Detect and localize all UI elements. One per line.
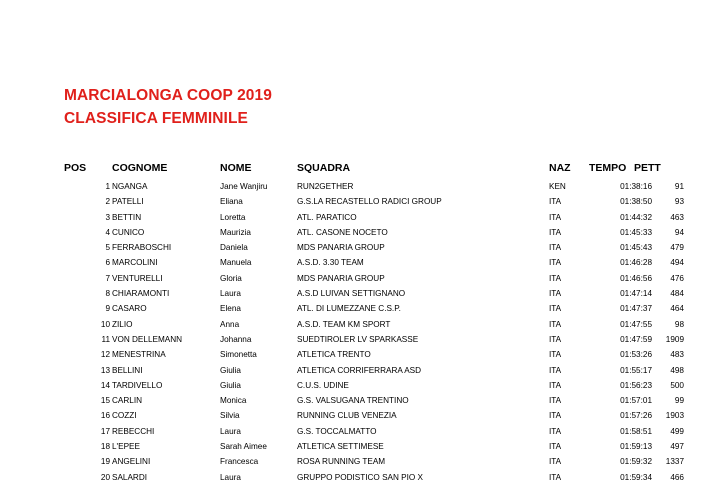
- cell-cognome: BETTIN: [112, 212, 142, 222]
- cell-nome: Monica: [220, 396, 247, 406]
- cell-cognome: ANGELINI: [112, 457, 151, 467]
- cell-nome: Sarah Aimee: [220, 442, 267, 452]
- cell-naz: ITA: [549, 442, 562, 452]
- cell-nome: Johanna: [220, 334, 252, 344]
- table-row: [0, 271, 724, 286]
- cell-pos: 13: [100, 365, 110, 375]
- cell-squadra: G.S. TOCCALMATTO: [297, 426, 377, 436]
- table-row: [0, 439, 724, 454]
- cell-squadra: MDS PANARIA GROUP: [297, 243, 385, 253]
- cell-nome: Eliana: [220, 197, 243, 207]
- cell-naz: ITA: [549, 365, 562, 375]
- cell-nome: Elena: [220, 304, 241, 314]
- cell-naz: ITA: [549, 350, 562, 360]
- cell-naz: ITA: [549, 396, 562, 406]
- cell-tempo: 01:47:37: [620, 304, 652, 314]
- cell-nome: Manuela: [220, 258, 252, 268]
- table-row: [0, 317, 724, 332]
- cell-tempo: 01:59:34: [620, 472, 652, 482]
- cell-pos: 20: [100, 472, 110, 482]
- page-subtitle: CLASSIFICA FEMMINILE: [64, 110, 248, 127]
- table-row: [0, 363, 724, 378]
- cell-naz: KEN: [549, 182, 566, 191]
- cell-cognome: L'EPEE: [112, 442, 140, 452]
- cell-pett: 99: [674, 396, 684, 406]
- cell-cognome: NGANGA: [112, 182, 148, 191]
- table-row: [0, 301, 724, 316]
- cell-squadra: ROSA RUNNING TEAM: [297, 457, 386, 467]
- cell-tempo: 01:47:59: [620, 334, 652, 344]
- cell-cognome: CUNICO: [112, 227, 145, 237]
- cell-cognome: ZILIO: [112, 319, 133, 329]
- cell-pett: 494: [670, 258, 684, 268]
- cell-pos: 6: [105, 258, 110, 268]
- cell-tempo: 01:46:28: [620, 258, 652, 268]
- cell-tempo: 01:45:43: [620, 243, 652, 253]
- cell-nome: Silvia: [220, 411, 240, 421]
- table-row: [0, 179, 724, 194]
- cell-pos: 3: [105, 212, 110, 222]
- cell-squadra: ATLETICA TRENTO: [297, 350, 371, 360]
- cell-nome: Maurizia: [220, 227, 251, 237]
- cell-tempo: 01:59:13: [620, 442, 652, 452]
- cell-cognome: BELLINI: [112, 365, 143, 375]
- cell-pett: 1909: [665, 334, 684, 344]
- table-row: [0, 424, 724, 439]
- cell-naz: ITA: [549, 273, 562, 283]
- cell-tempo: 01:55:17: [620, 365, 652, 375]
- cell-pos: 1: [105, 182, 110, 191]
- cell-pett: 476: [670, 273, 684, 283]
- cell-pett: 497: [670, 442, 684, 452]
- cell-naz: ITA: [549, 243, 562, 253]
- cell-tempo: 01:47:14: [620, 289, 652, 299]
- cell-pett: 1903: [665, 411, 684, 421]
- cell-pos: 9: [105, 304, 110, 314]
- cell-nome: Jane Wanjiru: [220, 182, 268, 191]
- cell-squadra: GRUPPO PODISTICO SAN PIO X: [297, 472, 424, 482]
- cell-pos: 2: [105, 197, 110, 207]
- header-cognome: COGNOME: [112, 162, 168, 174]
- cell-squadra: G.S. VALSUGANA TRENTINO: [297, 396, 409, 406]
- header-tempo: TEMPO: [589, 162, 627, 174]
- cell-pett: 94: [674, 227, 684, 237]
- cell-pett: 499: [670, 426, 684, 436]
- header-pett: PETT: [634, 162, 661, 174]
- header-squadra: SQUADRA: [297, 162, 351, 174]
- cell-pett: 91: [674, 182, 684, 191]
- cell-nome: Laura: [220, 472, 241, 482]
- cell-cognome: SALARDI: [112, 472, 148, 482]
- cell-naz: ITA: [549, 319, 562, 329]
- cell-pos: 10: [100, 319, 110, 329]
- cell-tempo: 01:57:26: [620, 411, 652, 421]
- header-naz: NAZ: [549, 162, 571, 174]
- table-header: [0, 162, 724, 176]
- cell-tempo: 01:56:23: [620, 380, 652, 390]
- cell-pos: 16: [100, 411, 110, 421]
- cell-pett: 98: [674, 319, 684, 329]
- cell-naz: ITA: [549, 304, 562, 314]
- cell-naz: ITA: [549, 426, 562, 436]
- table-row: [0, 225, 724, 240]
- cell-cognome: FERRABOSCHI: [112, 243, 172, 253]
- table-row: [0, 470, 724, 485]
- cell-naz: ITA: [549, 380, 562, 390]
- cell-cognome: REBECCHI: [112, 426, 155, 436]
- cell-tempo: 01:59:32: [620, 457, 652, 467]
- cell-nome: Simonetta: [220, 350, 257, 360]
- cell-cognome: TARDIVELLO: [112, 380, 163, 390]
- cell-tempo: 01:53:26: [620, 350, 652, 360]
- table-row: [0, 240, 724, 255]
- cell-cognome: CASARO: [112, 304, 147, 314]
- cell-nome: Giulia: [220, 365, 241, 375]
- cell-squadra: A.S.D LUIVAN SETTIGNANO: [297, 289, 406, 299]
- cell-cognome: MARCOLINI: [112, 258, 158, 268]
- cell-pett: 479: [670, 243, 684, 253]
- cell-squadra: MDS PANARIA GROUP: [297, 273, 385, 283]
- cell-cognome: CHIARAMONTI: [112, 289, 170, 299]
- cell-pos: 7: [105, 273, 110, 283]
- cell-naz: ITA: [549, 197, 562, 207]
- cell-tempo: 01:38:16: [620, 182, 652, 191]
- cell-naz: ITA: [549, 212, 562, 222]
- header-pos: POS: [64, 162, 87, 174]
- cell-pos: 4: [105, 227, 110, 237]
- cell-squadra: ATL. PARATICO: [297, 212, 357, 222]
- cell-squadra: C.U.S. UDINE: [297, 380, 349, 390]
- cell-pett: 1337: [665, 457, 684, 467]
- cell-tempo: 01:46:56: [620, 273, 652, 283]
- cell-cognome: PATELLI: [112, 197, 144, 207]
- results-table: [0, 179, 724, 485]
- cell-squadra: A.S.D. TEAM KM SPORT: [297, 319, 391, 329]
- table-row: [0, 286, 724, 301]
- table-row: [0, 393, 724, 408]
- cell-squadra: ATL. CASONE NOCETO: [297, 227, 388, 237]
- table-row: [0, 255, 724, 270]
- cell-squadra: ATLETICA CORRIFERRARA ASD: [297, 365, 422, 375]
- cell-naz: ITA: [549, 227, 562, 237]
- cell-squadra: G.S.LA RECASTELLO RADICI GROUP: [297, 197, 442, 207]
- cell-tempo: 01:44:32: [620, 212, 652, 222]
- cell-naz: ITA: [549, 411, 562, 421]
- cell-pos: 19: [100, 457, 110, 467]
- cell-cognome: COZZI: [112, 411, 137, 421]
- cell-naz: ITA: [549, 472, 562, 482]
- cell-squadra: RUNNING CLUB VENEZIA: [297, 411, 397, 421]
- page-title: MARCIALONGA COOP 2019: [64, 87, 272, 104]
- table-row: [0, 332, 724, 347]
- cell-pos: 14: [100, 380, 110, 390]
- table-row: [0, 210, 724, 225]
- cell-nome: Laura: [220, 426, 241, 436]
- cell-nome: Loretta: [220, 212, 246, 222]
- cell-pett: 463: [670, 212, 684, 222]
- cell-cognome: VENTURELLI: [112, 273, 163, 283]
- header-nome: NOME: [220, 162, 252, 174]
- cell-pos: 17: [100, 426, 110, 436]
- cell-squadra: A.S.D. 3.30 TEAM: [297, 258, 364, 268]
- cell-pett: 498: [670, 365, 684, 375]
- cell-nome: Giulia: [220, 380, 241, 390]
- cell-cognome: CARLIN: [112, 396, 143, 406]
- cell-naz: ITA: [549, 258, 562, 268]
- cell-pett: 466: [670, 472, 684, 482]
- cell-nome: Daniela: [220, 243, 248, 253]
- cell-pett: 483: [670, 350, 684, 360]
- cell-pett: 93: [674, 197, 684, 207]
- cell-pos: 11: [101, 334, 110, 344]
- cell-tempo: 01:47:55: [620, 319, 652, 329]
- table-row: [0, 347, 724, 362]
- cell-nome: Anna: [220, 319, 240, 329]
- cell-nome: Laura: [220, 289, 241, 299]
- table-row: [0, 194, 724, 209]
- cell-tempo: 01:57:01: [620, 396, 652, 406]
- cell-pos: 18: [100, 442, 110, 452]
- cell-cognome: MENESTRINA: [112, 350, 166, 360]
- cell-squadra: ATL. DI LUMEZZANE C.S.P.: [297, 304, 401, 314]
- cell-squadra: ATLETICA SETTIMESE: [297, 442, 384, 452]
- cell-pos: 5: [105, 243, 110, 253]
- cell-naz: ITA: [549, 457, 562, 467]
- cell-naz: ITA: [549, 289, 562, 299]
- cell-pett: 484: [670, 289, 684, 299]
- cell-nome: Gloria: [220, 273, 242, 283]
- cell-pett: 464: [670, 304, 684, 314]
- cell-tempo: 01:45:33: [620, 227, 652, 237]
- cell-squadra: RUN2GETHER: [297, 182, 354, 191]
- cell-nome: Francesca: [220, 457, 259, 467]
- cell-pos: 12: [100, 350, 110, 360]
- table-row: [0, 378, 724, 393]
- cell-squadra: SUEDTIROLER LV SPARKASSE: [297, 334, 419, 344]
- cell-pos: 8: [105, 289, 110, 299]
- cell-tempo: 01:38:50: [620, 197, 652, 207]
- cell-cognome: VON DELLEMANN: [112, 334, 183, 344]
- table-row: [0, 408, 724, 423]
- cell-naz: ITA: [549, 334, 562, 344]
- cell-pos: 15: [100, 396, 110, 406]
- table-row: [0, 454, 724, 469]
- cell-tempo: 01:58:51: [620, 426, 652, 436]
- cell-pett: 500: [670, 380, 684, 390]
